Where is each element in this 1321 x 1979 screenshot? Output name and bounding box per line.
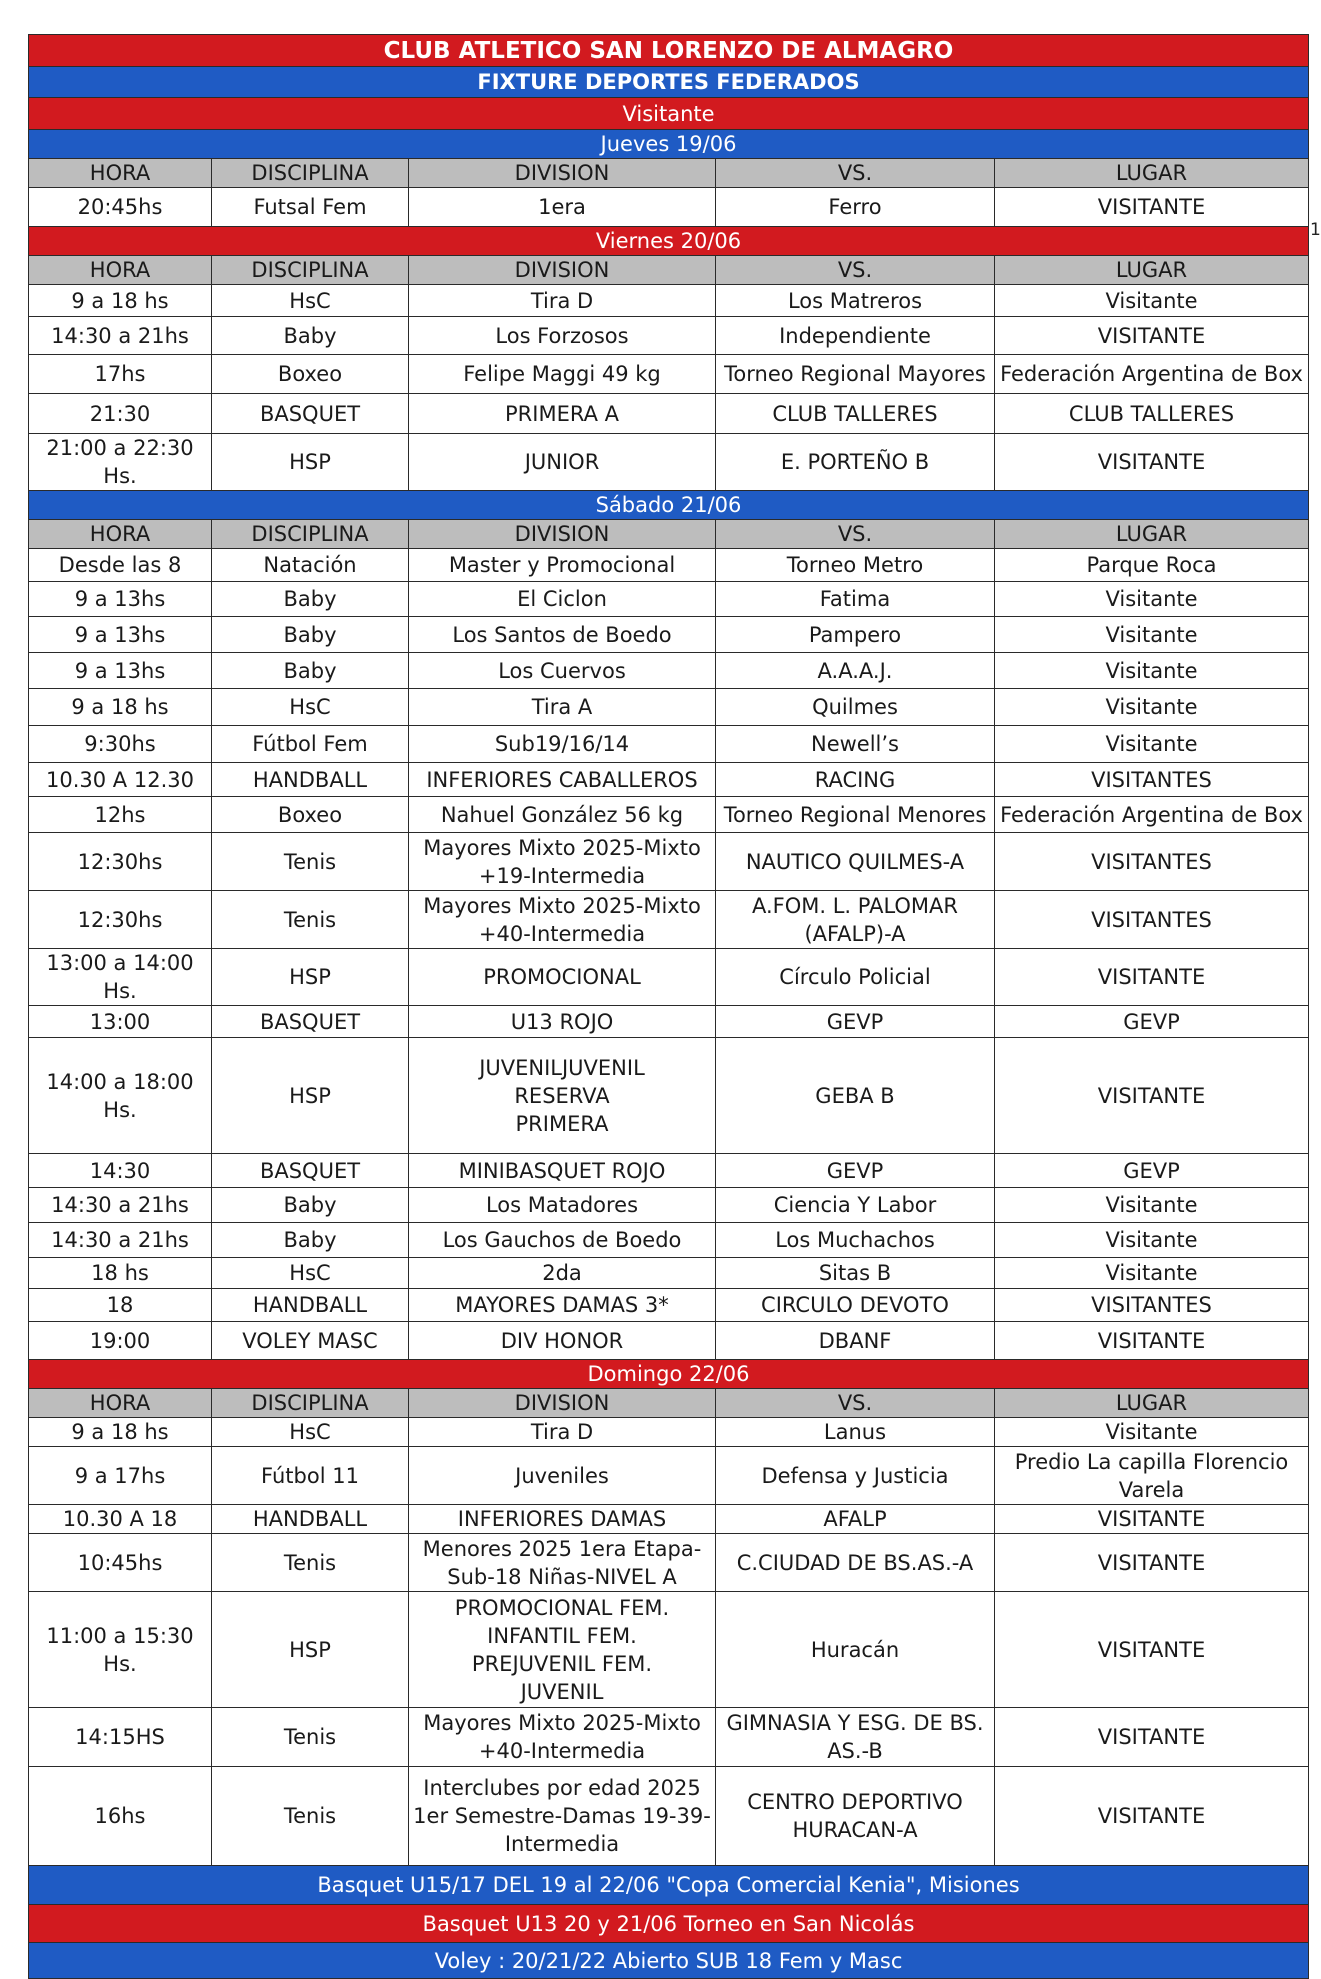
fixture-table [28,34,1309,1979]
fixture-row [29,1258,1309,1289]
day-band-row [29,1360,1309,1389]
cell-division: Los Santos de Boedo [409,617,716,653]
cell-discipline: Tenis [212,1708,409,1767]
cell-venue: Visitante [995,1418,1309,1447]
fixture-row [29,1154,1309,1188]
fixture-row [29,1038,1309,1154]
cell-division: MAYORES DAMAS 3* [409,1289,716,1322]
fixture-row [29,1708,1309,1767]
cell-opponent: Torneo Regional Mayores [716,355,995,394]
cell-discipline: BASQUET [212,1154,409,1188]
cell-time: 9 a 13hs [29,617,212,653]
cell-venue: VISITANTE [995,949,1309,1006]
note-text: Basquet U13 20 y 21/06 Torneo en San Nicolás [29,1905,1309,1943]
cell-division: 1era [409,188,716,227]
cell-division: Los Forzosos [409,317,716,355]
cell-opponent: GEVP [716,1006,995,1038]
column-header-row [29,256,1309,285]
fixture-row [29,394,1309,434]
cell-line: PREJUVENIL FEM. [471,1651,653,1676]
cell-venue: VISITANTES [995,833,1309,891]
fixture-row [29,1767,1309,1866]
club-title: CLUB ATLETICO SAN LORENZO DE ALMAGRO [29,35,1309,67]
column-header-discipline: DISCIPLINA [212,159,409,188]
cell-venue: Visitante [995,1258,1309,1289]
cell-time: 12:30hs [29,833,212,891]
cell-division: Felipe Maggi 49 kg [409,355,716,394]
cell-discipline: Baby [212,317,409,355]
cell-venue: VISITANTE [995,1038,1309,1154]
note-row [29,1905,1309,1943]
fixture-row [29,1188,1309,1223]
cell-discipline: Futsal Fem [212,188,409,227]
cell-time: 9 a 18 hs [29,285,212,317]
cell-discipline: HsC [212,1258,409,1289]
cell-venue: Visitante [995,617,1309,653]
column-header-row [29,520,1309,549]
cell-opponent: Independiente [716,317,995,355]
cell-venue: VISITANTES [995,891,1309,949]
cell-discipline: Tenis [212,833,409,891]
day-band-row [29,227,1309,256]
cell-division: Los Matadores [409,1188,716,1223]
cell-venue: GEVP [995,1006,1309,1038]
cell-time: 12hs [29,797,212,833]
cell-discipline: HANDBALL [212,763,409,797]
cell-division: PRIMERA A [409,394,716,434]
note-row [29,1866,1309,1905]
cell-division: Interclubes por edad 2025 1er Semestre-Damas 19-39-Intermedia [409,1767,716,1866]
cell-time: 14:15HS [29,1708,212,1767]
cell-discipline: HsC [212,285,409,317]
cell-division: Mayores Mixto 2025-Mixto +19-Intermedia [409,833,716,891]
cell-opponent: Lanus [716,1418,995,1447]
cell-venue: VISITANTE [995,317,1309,355]
cell-opponent: Ciencia Y Labor [716,1188,995,1223]
cell-opponent: Quilmes [716,689,995,726]
cell-division: Los Cuervos [409,653,716,689]
cell-time: 10.30 A 18 [29,1505,212,1534]
cell-discipline: HsC [212,1418,409,1447]
column-header-discipline: DISCIPLINA [212,520,409,549]
fixture-row [29,797,1309,833]
cell-division: INFERIORES CABALLEROS [409,763,716,797]
cell-time: 14:30 a 21hs [29,317,212,355]
cell-venue: Predio La capilla Florencio Varela [995,1447,1309,1505]
column-header-opponent: VS. [716,520,995,549]
cell-division: Tira D [409,1418,716,1447]
cell-line: PROMOCIONAL FEM. [454,1595,670,1620]
cell-discipline: BASQUET [212,394,409,434]
cell-time: 9 a 13hs [29,582,212,617]
fixture-row [29,891,1309,949]
cell-opponent: Newell’s [716,726,995,763]
cell-venue: VISITANTE [995,1505,1309,1534]
cell-opponent: Círculo Policial [716,949,995,1006]
cell-venue: VISITANTE [995,1592,1309,1708]
cell-opponent: NAUTICO QUILMES-A [716,833,995,891]
cell-time: 19:00 [29,1322,212,1360]
column-header-opponent: VS. [716,159,995,188]
cell-discipline: HSP [212,1038,409,1154]
cell-time: 21:30 [29,394,212,434]
cell-division [409,1592,716,1708]
fixture-row [29,617,1309,653]
fixture-row [29,1505,1309,1534]
cell-discipline: HSP [212,949,409,1006]
cell-opponent: A.A.A.J. [716,653,995,689]
cell-division: El Ciclon [409,582,716,617]
cell-venue: VISITANTES [995,1289,1309,1322]
note-text: Voley : 20/21/22 Abierto SUB 18 Fem y Masc [29,1943,1309,1979]
fixture-row [29,355,1309,394]
cell-venue: VISITANTE [995,1767,1309,1866]
cell-time: 9 a 18 hs [29,1418,212,1447]
subtitle-row [29,67,1309,98]
fixture-row [29,1418,1309,1447]
cell-time: 18 [29,1289,212,1322]
cell-discipline: Boxeo [212,797,409,833]
cell-time: 11:00 a 15:30 Hs. [29,1592,212,1708]
cell-division: Tira D [409,285,716,317]
cell-time: 9:30hs [29,726,212,763]
cell-discipline: Baby [212,1188,409,1223]
cell-opponent: CLUB TALLERES [716,394,995,434]
fixture-row [29,582,1309,617]
cell-discipline: HANDBALL [212,1505,409,1534]
cell-venue: Visitante [995,653,1309,689]
cell-time: Desde las 8 [29,549,212,582]
column-header-venue: LUGAR [995,159,1309,188]
day-label: Viernes 20/06 [29,227,1309,256]
cell-division: Tira A [409,689,716,726]
cell-venue: Visitante [995,1223,1309,1258]
cell-line: RESERVA [514,1083,610,1108]
cell-discipline: Tenis [212,1534,409,1592]
fixture-body [29,35,1309,1979]
cell-division: Mayores Mixto 2025-Mixto +40-Intermedia [409,1708,716,1767]
column-header-time: HORA [29,520,212,549]
cell-venue: VISITANTE [995,1322,1309,1360]
cell-discipline: BASQUET [212,1006,409,1038]
cell-discipline: Baby [212,653,409,689]
day-label: Jueves 19/06 [29,130,1309,159]
column-header-time: HORA [29,1389,212,1418]
column-header-discipline: DISCIPLINA [212,1389,409,1418]
column-header-opponent: VS. [716,1389,995,1418]
cell-opponent: Ferro [716,188,995,227]
cell-venue: GEVP [995,1154,1309,1188]
fixture-row [29,549,1309,582]
cell-venue: Visitante [995,582,1309,617]
cell-discipline: HSP [212,434,409,491]
day-label: Domingo 22/06 [29,1360,1309,1389]
cell-division: 2da [409,1258,716,1289]
cell-time: 10.30 A 12.30 [29,763,212,797]
fixture-row [29,285,1309,317]
cell-discipline: Tenis [212,1767,409,1866]
cell-venue: Parque Roca [995,549,1309,582]
cell-time: 10:45hs [29,1534,212,1592]
cell-opponent: Pampero [716,617,995,653]
fixture-row [29,833,1309,891]
cell-opponent: AFALP [716,1505,995,1534]
fixture-row [29,763,1309,797]
column-header-time: HORA [29,159,212,188]
cell-division: Los Gauchos de Boedo [409,1223,716,1258]
cell-venue: Visitante [995,689,1309,726]
cell-opponent: GEVP [716,1154,995,1188]
column-header-opponent: VS. [716,256,995,285]
column-header-division: DIVISION [409,159,716,188]
cell-venue: Visitante [995,1188,1309,1223]
cell-opponent: Los Matreros [716,285,995,317]
note-row [29,1943,1309,1979]
cell-opponent: CIRCULO DEVOTO [716,1289,995,1322]
cell-opponent: DBANF [716,1322,995,1360]
page-number: 1 [1310,220,1321,240]
column-header-row [29,159,1309,188]
column-header-venue: LUGAR [995,256,1309,285]
cell-time: 12:30hs [29,891,212,949]
column-header-row [29,1389,1309,1418]
cell-line: JUVENILJUVENIL [479,1055,645,1080]
cell-line: JUVENIL [520,1679,604,1704]
cell-opponent: CENTRO DEPORTIVO HURACAN-A [716,1767,995,1866]
mode-label: Visitante [29,98,1309,130]
column-header-division: DIVISION [409,256,716,285]
club-title-row [29,35,1309,67]
cell-discipline: Boxeo [212,355,409,394]
cell-venue: VISITANTE [995,1534,1309,1592]
cell-division: U13 ROJO [409,1006,716,1038]
cell-division: JUNIOR [409,434,716,491]
day-band-row [29,130,1309,159]
cell-discipline: Baby [212,1223,409,1258]
fixture-row [29,653,1309,689]
cell-opponent: Sitas B [716,1258,995,1289]
cell-division: Master y Promocional [409,549,716,582]
fixture-row [29,188,1309,227]
fixture-row [29,317,1309,355]
cell-opponent: Huracán [716,1592,995,1708]
cell-opponent: Los Muchachos [716,1223,995,1258]
fixture-row [29,689,1309,726]
cell-time: 9 a 17hs [29,1447,212,1505]
cell-division: DIV HONOR [409,1322,716,1360]
cell-discipline: Tenis [212,891,409,949]
column-header-discipline: DISCIPLINA [212,256,409,285]
cell-opponent: Fatima [716,582,995,617]
cell-discipline: HsC [212,689,409,726]
day-band-row [29,491,1309,520]
cell-time: 18 hs [29,1258,212,1289]
cell-time: 13:00 [29,1006,212,1038]
column-header-venue: LUGAR [995,520,1309,549]
cell-opponent: RACING [716,763,995,797]
fixture-row [29,434,1309,491]
cell-division: INFERIORES DAMAS [409,1505,716,1534]
fixture-row [29,1322,1309,1360]
fixture-row [29,949,1309,1006]
column-header-venue: LUGAR [995,1389,1309,1418]
cell-division: MINIBASQUET ROJO [409,1154,716,1188]
column-header-division: DIVISION [409,520,716,549]
cell-discipline: Natación [212,549,409,582]
cell-line: PRIMERA [515,1111,609,1136]
cell-division: PROMOCIONAL [409,949,716,1006]
fixture-row [29,726,1309,763]
cell-opponent: Torneo Regional Menores [716,797,995,833]
cell-division [409,1038,716,1154]
cell-discipline: Fútbol 11 [212,1447,409,1505]
cell-opponent: E. PORTEÑO B [716,434,995,491]
cell-discipline: VOLEY MASC [212,1322,409,1360]
fixture-row [29,1534,1309,1592]
cell-venue: VISITANTE [995,1708,1309,1767]
cell-venue: VISITANTE [995,188,1309,227]
cell-venue: Federación Argentina de Box [995,355,1309,394]
cell-division: Menores 2025 1era Etapa-Sub-18 Niñas-NIVEL A [409,1534,716,1592]
cell-opponent: A.FOM. L. PALOMAR (AFALP)-A [716,891,995,949]
cell-discipline: HANDBALL [212,1289,409,1322]
fixture-row [29,1223,1309,1258]
cell-venue: Federación Argentina de Box [995,797,1309,833]
column-header-division: DIVISION [409,1389,716,1418]
cell-time: 14:00 a 18:00 Hs. [29,1038,212,1154]
note-text: Basquet U15/17 DEL 19 al 22/06 "Copa Comercial Kenia", Misiones [29,1866,1309,1905]
cell-opponent: C.CIUDAD DE BS.AS.-A [716,1534,995,1592]
column-header-time: HORA [29,256,212,285]
cell-division: Nahuel González 56 kg [409,797,716,833]
cell-time: 17hs [29,355,212,394]
cell-division: Mayores Mixto 2025-Mixto +40-Intermedia [409,891,716,949]
cell-time: 16hs [29,1767,212,1866]
cell-time: 14:30 a 21hs [29,1188,212,1223]
cell-time: 9 a 18 hs [29,689,212,726]
cell-opponent: GEBA B [716,1038,995,1154]
day-label: Sábado 21/06 [29,491,1309,520]
mode-row [29,98,1309,130]
cell-time: 9 a 13hs [29,653,212,689]
cell-discipline: Fútbol Fem [212,726,409,763]
cell-time: 21:00 a 22:30 Hs. [29,434,212,491]
cell-venue: Visitante [995,285,1309,317]
cell-discipline: HSP [212,1592,409,1708]
cell-venue: CLUB TALLERES [995,394,1309,434]
cell-time: 13:00 a 14:00 Hs. [29,949,212,1006]
fixture-row [29,1592,1309,1708]
cell-division: Sub19/16/14 [409,726,716,763]
cell-time: 14:30 a 21hs [29,1223,212,1258]
cell-time: 14:30 [29,1154,212,1188]
cell-line: INFANTIL FEM. [487,1623,637,1648]
fixture-subtitle: FIXTURE DEPORTES FEDERADOS [29,67,1309,98]
cell-venue: VISITANTE [995,434,1309,491]
cell-venue: Visitante [995,726,1309,763]
cell-opponent: GIMNASIA Y ESG. DE BS. AS.-B [716,1708,995,1767]
cell-discipline: Baby [212,582,409,617]
fixture-row [29,1447,1309,1505]
fixture-row [29,1006,1309,1038]
fixture-row [29,1289,1309,1322]
cell-opponent: Defensa y Justicia [716,1447,995,1505]
cell-division: Juveniles [409,1447,716,1505]
cell-discipline: Baby [212,617,409,653]
cell-opponent: Torneo Metro [716,549,995,582]
cell-venue: VISITANTES [995,763,1309,797]
cell-time: 20:45hs [29,188,212,227]
